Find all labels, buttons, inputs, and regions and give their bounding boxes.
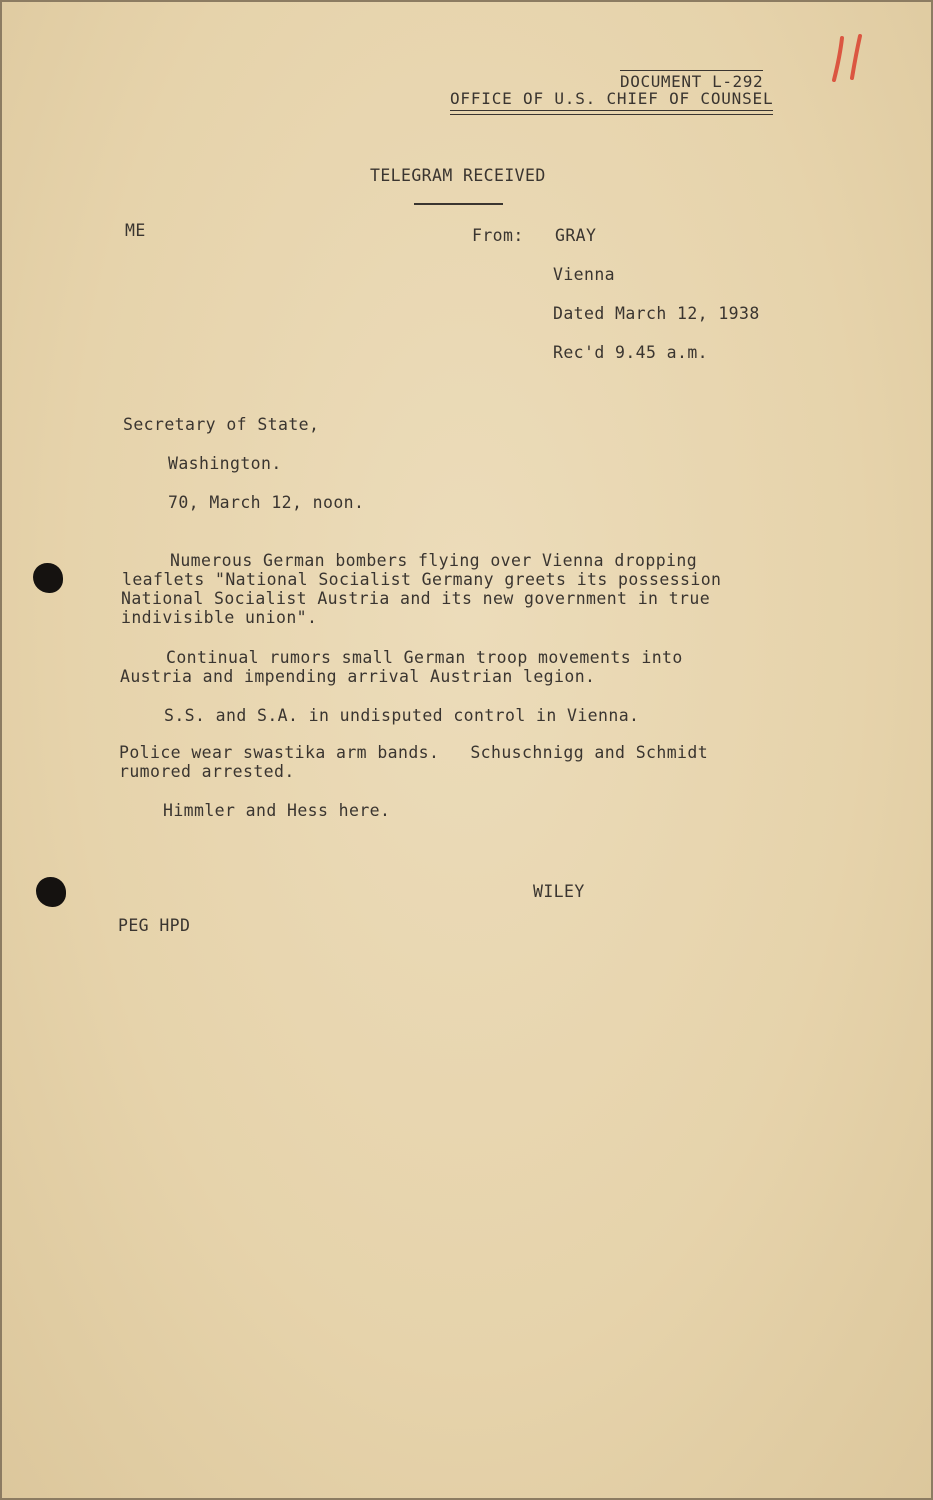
body-p4-line2: rumored arrested.: [119, 762, 295, 781]
body-p2-line1: Continual rumors small German troop movements into: [166, 648, 683, 667]
title-underline: [414, 203, 503, 205]
from-label: From:: [472, 226, 524, 245]
body-p1-line4: indivisible union".: [121, 608, 318, 627]
body-p3: S.S. and S.A. in undisputed control in Vienna.: [164, 706, 640, 725]
body-p1-line3: National Socialist Austria and its new government in true: [121, 589, 711, 608]
body-p5: Himmler and Hess here.: [163, 801, 391, 820]
origin-city: Vienna: [553, 265, 616, 284]
dated-line: Dated March 12, 1938: [553, 304, 760, 323]
body-p2-line2: Austria and impending arrival Austrian legion.: [120, 667, 596, 686]
signature: WILEY: [533, 882, 585, 901]
addressee-line-1: Secretary of State,: [123, 415, 320, 434]
body-p1-line2: leaflets "National Socialist Germany greets its possession: [122, 570, 722, 589]
office-line: OFFICE OF U.S. CHIEF OF COUNSEL: [450, 89, 773, 111]
telegram-title: TELEGRAM RECEIVED: [370, 166, 546, 185]
addressee-line-3: 70, March 12, noon.: [168, 493, 365, 512]
document-id: DOCUMENT L-292: [620, 72, 764, 91]
routing-code: ME: [125, 221, 146, 240]
body-p1-line1: Numerous German bombers flying over Vienna dropping: [170, 551, 698, 570]
footer-initials: PEG HPD: [118, 916, 191, 935]
addressee-line-2: Washington.: [168, 454, 282, 473]
received-line: Rec'd 9.45 a.m.: [553, 343, 709, 362]
from-value: GRAY: [555, 226, 597, 245]
body-p4-line1: Police wear swastika arm bands. Schuschnigg and Schmidt: [119, 743, 709, 762]
punch-hole-lower: [36, 877, 66, 907]
red-page-mark: [828, 34, 868, 86]
punch-hole-upper: [33, 563, 63, 593]
